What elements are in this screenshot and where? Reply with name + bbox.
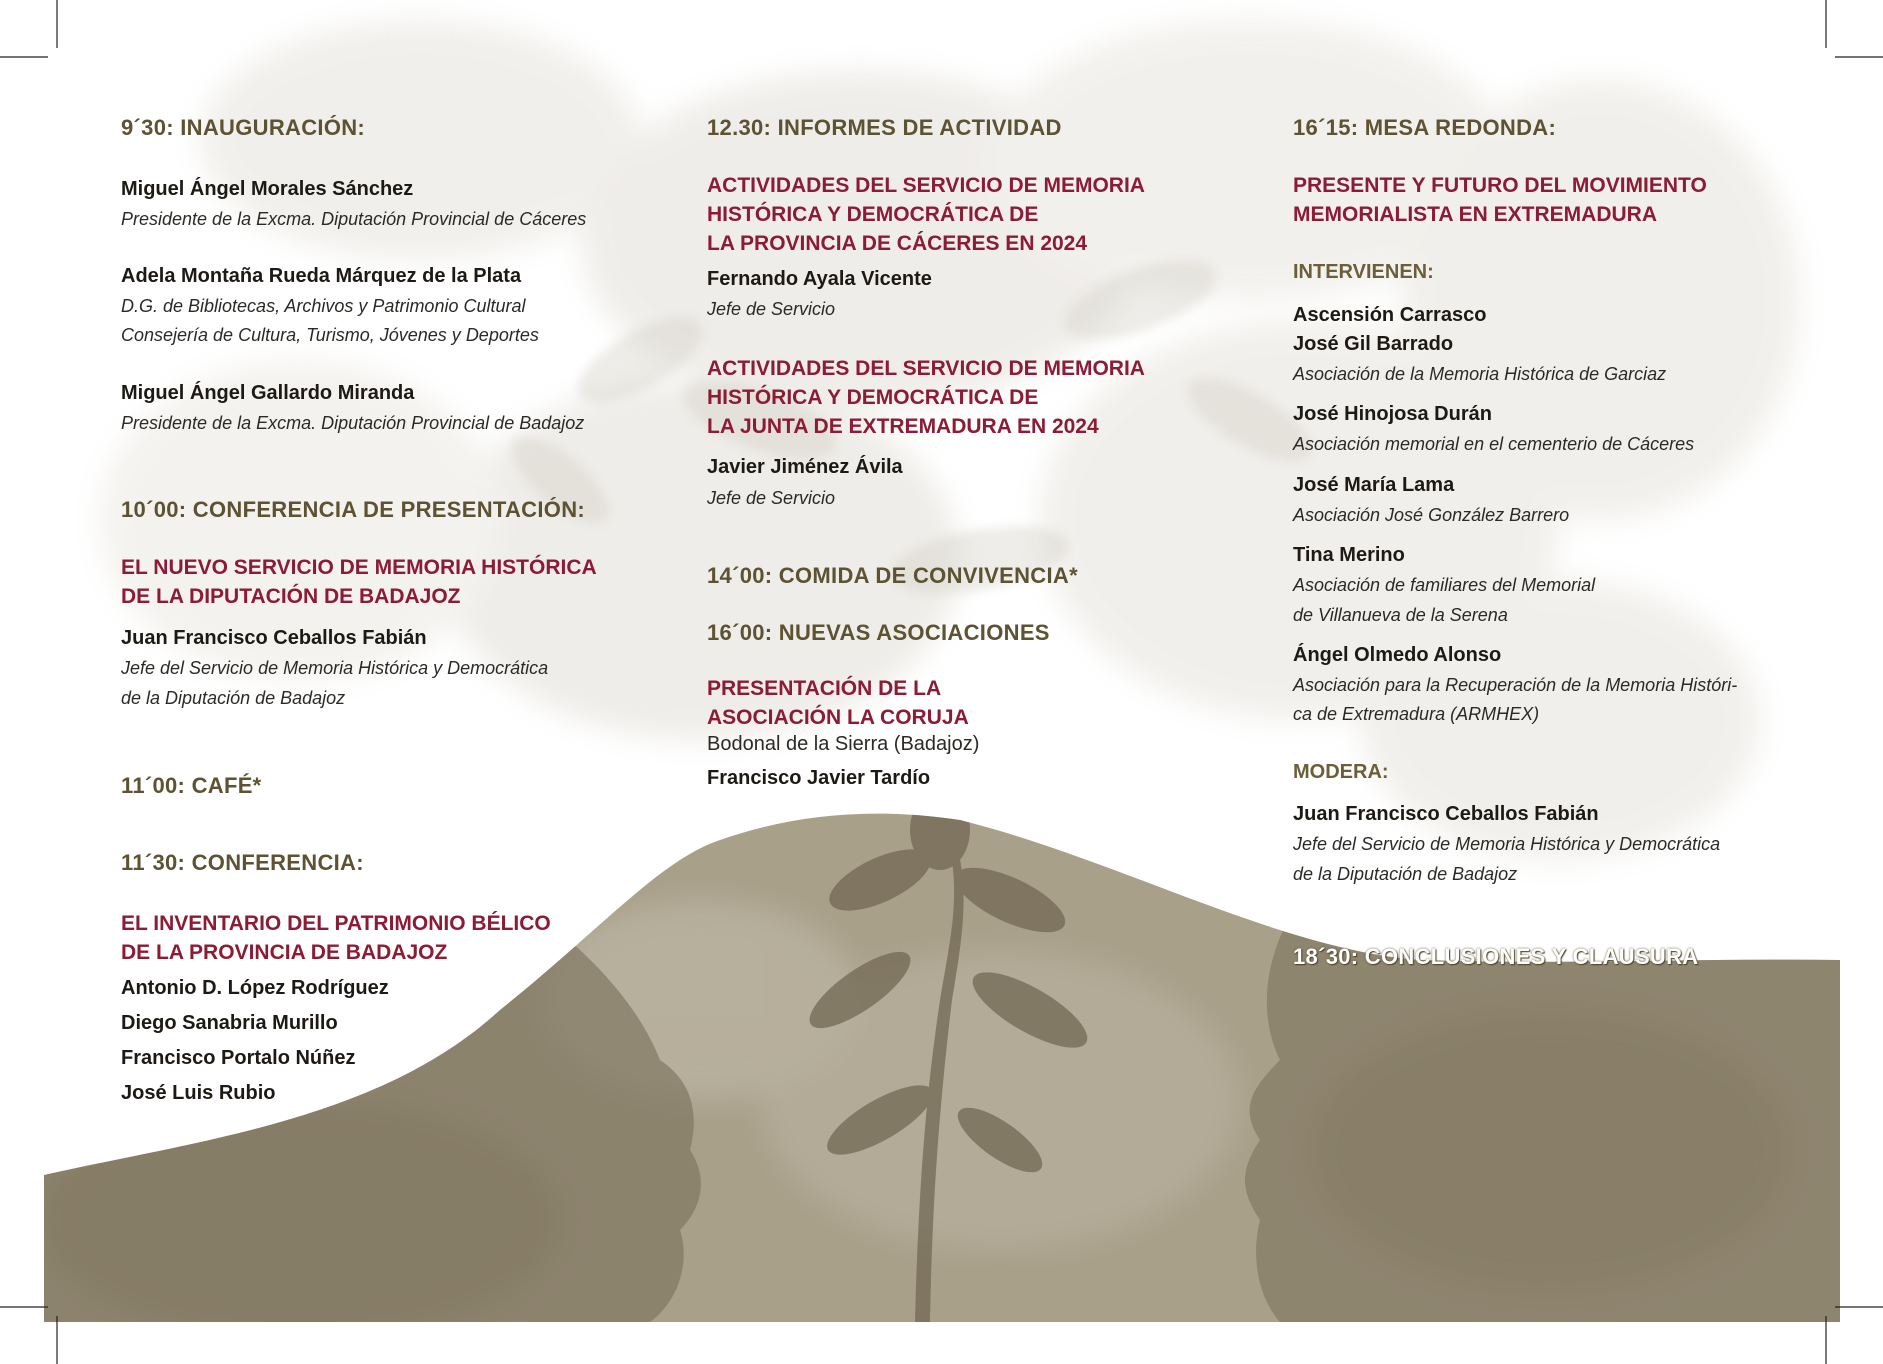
comida-heading: 14´00: COMIDA DE CONVIVENCIA* xyxy=(707,563,1078,588)
speaker-role: D.G. de Bibliotecas, Archivos y Patrimonio Cultural xyxy=(121,296,526,316)
participant-name: Ángel Olmedo Alonso xyxy=(1293,644,1502,666)
modera-label: MODERA: xyxy=(1293,761,1389,783)
report-title-line: ACTIVIDADES DEL SERVICIO DE MEMORIA xyxy=(707,174,1145,197)
conferencia-heading: 11´30: CONFERENCIA: xyxy=(121,850,364,875)
speaker-role: Presidente de la Excma. Diputación Provincial de Cáceres xyxy=(121,209,587,229)
participant-role: Asociación para la Recuperación de la Memoria Históri- xyxy=(1293,675,1738,695)
speaker-name: Juan Francisco Ceballos Fabián xyxy=(121,627,427,649)
association-title-line: PRESENTACIÓN DE LA xyxy=(707,677,942,700)
speaker-name: Javier Jiménez Ávila xyxy=(707,456,903,478)
participant-name: José Hinojosa Durán xyxy=(1293,403,1492,425)
report-title-line: HISTÓRICA Y DEMOCRÁTICA DE xyxy=(707,203,1039,226)
speaker-role: de la Diputación de Badajoz xyxy=(121,688,346,708)
intervienen-label: INTERVIENEN: xyxy=(1293,261,1434,283)
round-table-title-line: PRESENTE Y FUTURO DEL MOVIMIENTO xyxy=(1293,174,1707,197)
conference-title-line: EL INVENTARIO DEL PATRIMONIO BÉLICO xyxy=(121,912,551,935)
participant-name: Tina Merino xyxy=(1293,544,1405,566)
participant-role: Asociación José González Barrero xyxy=(1293,505,1570,525)
speaker-name: José Luis Rubio xyxy=(121,1082,276,1104)
moderator-role: Jefe del Servicio de Memoria Histórica y Democrática xyxy=(1293,834,1721,854)
participant-name: José María Lama xyxy=(1293,474,1455,496)
participant-role: Asociación memorial en el cementerio de Cáceres xyxy=(1293,434,1695,454)
speaker-role: Consejería de Cultura, Turismo, Jóvenes y Deportes xyxy=(121,325,539,345)
conferencia-presentacion-heading: 10´00: CONFERENCIA DE PRESENTACIÓN: xyxy=(121,497,586,522)
conference-title-line: DE LA PROVINCIA DE BADAJOZ xyxy=(121,941,448,964)
association-title-line: ASOCIACIÓN LA CORUJA xyxy=(707,706,969,729)
cafe-heading: 11´00: CAFÉ* xyxy=(121,773,262,798)
conference-title-line: DE LA DIPUTACIÓN DE BADAJOZ xyxy=(121,585,461,608)
informes-heading: 12.30: INFORMES DE ACTIVIDAD xyxy=(707,115,1062,140)
report-title-line: LA JUNTA DE EXTREMADURA EN 2024 xyxy=(707,415,1099,438)
speaker-name: Francisco Portalo Núñez xyxy=(121,1047,356,1069)
moderator-name: Juan Francisco Ceballos Fabián xyxy=(1293,803,1599,825)
speaker-name: Diego Sanabria Murillo xyxy=(121,1012,338,1034)
participant-role: Asociación de familiares del Memorial xyxy=(1293,575,1596,595)
speaker-name: Miguel Ángel Morales Sánchez xyxy=(121,178,414,200)
inauguracion-heading: 9´30: INAUGURACIÓN: xyxy=(121,115,366,140)
association-place: Bodonal de la Sierra (Badajoz) xyxy=(707,733,980,755)
participant-role: ca de Extremadura (ARMHEX) xyxy=(1293,704,1540,724)
round-table-title-line: MEMORIALISTA EN EXTREMADURA xyxy=(1293,203,1657,226)
speaker-role: Jefe de Servicio xyxy=(707,488,836,508)
clausura-heading: 18´30: CONCLUSIONES Y CLAUSURA xyxy=(1293,944,1699,969)
speaker-role: Jefe de Servicio xyxy=(707,299,836,319)
speaker-name: Adela Montaña Rueda Márquez de la Plata xyxy=(121,265,522,287)
participant-name: Ascensión Carrasco xyxy=(1293,304,1487,326)
speaker-role: Presidente de la Excma. Diputación Provincial de Badajoz xyxy=(121,413,585,433)
speaker-name: Fernando Ayala Vicente xyxy=(707,268,932,290)
participant-name: José Gil Barrado xyxy=(1293,333,1454,355)
report-title-line: LA PROVINCIA DE CÁCERES EN 2024 xyxy=(707,232,1088,255)
mesa-redonda-heading: 16´15: MESA REDONDA: xyxy=(1293,115,1557,140)
speaker-name: Francisco Javier Tardío xyxy=(707,767,931,789)
report-title-line: HISTÓRICA Y DEMOCRÁTICA DE xyxy=(707,386,1039,409)
participant-role: Asociación de la Memoria Histórica de Garciaz xyxy=(1293,364,1667,384)
moderator-role: de la Diputación de Badajoz xyxy=(1293,864,1518,884)
speaker-role: Jefe del Servicio de Memoria Histórica y Democrática xyxy=(121,658,549,678)
report-title-line: ACTIVIDADES DEL SERVICIO DE MEMORIA xyxy=(707,357,1145,380)
participant-role: de Villanueva de la Serena xyxy=(1293,605,1508,625)
conference-title-line: EL NUEVO SERVICIO DE MEMORIA HISTÓRICA xyxy=(121,556,597,579)
asociaciones-heading: 16´00: NUEVAS ASOCIACIONES xyxy=(707,620,1050,645)
speaker-name: Miguel Ángel Gallardo Miranda xyxy=(121,382,415,404)
speaker-name: Antonio D. López Rodríguez xyxy=(121,977,389,999)
